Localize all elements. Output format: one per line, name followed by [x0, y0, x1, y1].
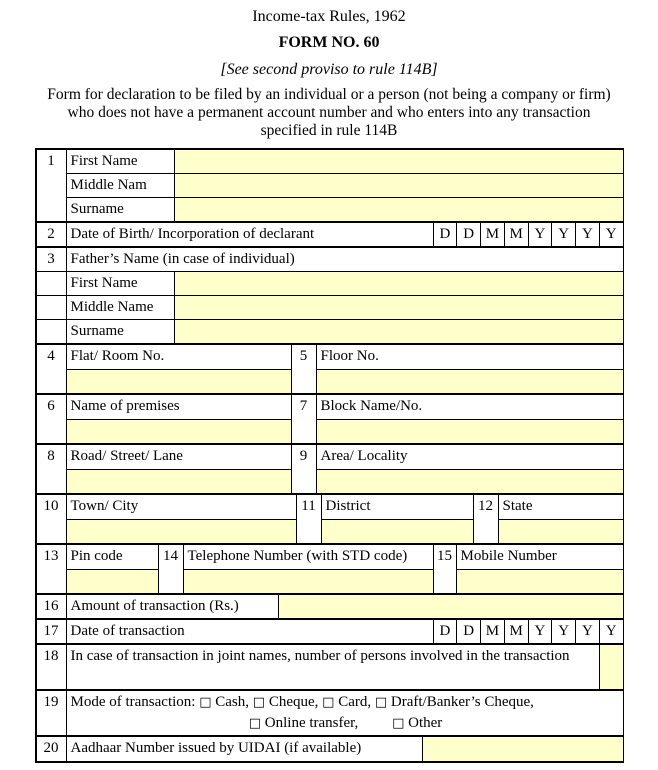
amount-field[interactable]: [278, 595, 623, 619]
middle-name-label: Middle Nam: [66, 174, 174, 198]
transaction-date-label: Date of transaction: [66, 620, 433, 644]
father-middle-name-field[interactable]: [174, 296, 623, 320]
item-16-number: 16: [36, 595, 66, 619]
section-father-name: [36, 247, 624, 344]
item-3-number-spacer: [36, 320, 66, 344]
option-card-label: Card,: [338, 694, 372, 710]
item-6-number: 6: [36, 395, 66, 444]
section-town-district-state: [36, 494, 624, 544]
flat-room-field[interactable]: [66, 370, 291, 394]
transaction-date-box[interactable]: M: [481, 620, 505, 644]
dob-date-box[interactable]: Y: [576, 223, 600, 247]
checkbox-icon[interactable]: □: [248, 716, 262, 731]
checkbox-icon[interactable]: □: [199, 695, 212, 710]
option-online-transfer-label: Online transfer,: [264, 715, 359, 731]
section-dob: [36, 222, 624, 247]
transaction-date-box[interactable]: Y: [576, 620, 600, 644]
pincode-field[interactable]: [66, 570, 158, 594]
pincode-label: Pin code: [66, 545, 158, 570]
section-pin-phone-mobile: [36, 544, 624, 594]
option-cheque: [253, 694, 319, 710]
section-aadhaar: [36, 736, 624, 762]
area-label: Area/ Locality: [316, 445, 623, 470]
item-1-number: 1: [36, 150, 66, 222]
option-cheque-label: Cheque,: [268, 694, 319, 710]
town-label: Town/ City: [66, 495, 296, 520]
first-name-label: First Name: [66, 150, 174, 174]
father-middle-name-label: Middle Name: [66, 296, 174, 320]
mode-of-transaction-cell: [66, 691, 623, 736]
dob-label: Date of Birth/ Incorporation of declarant: [66, 223, 433, 247]
form-header: [0, 0, 658, 140]
transaction-date-box[interactable]: D: [433, 620, 457, 644]
item-8-number: 8: [36, 445, 66, 494]
item-3-number-spacer: [36, 296, 66, 320]
dob-date-box[interactable]: M: [504, 223, 528, 247]
flat-room-label: Flat/ Room No.: [66, 345, 291, 370]
form-60-table: [35, 148, 624, 763]
dob-date-box[interactable]: Y: [552, 223, 576, 247]
option-other-label: Other: [408, 715, 443, 731]
section-mode-of-transaction: [36, 690, 624, 736]
section-name: [36, 149, 624, 222]
item-20-number: 20: [36, 737, 66, 762]
district-label: District: [321, 495, 473, 520]
checkbox-icon[interactable]: □: [322, 695, 335, 710]
option-cash: [199, 694, 249, 710]
transaction-date-box[interactable]: Y: [599, 620, 623, 644]
transaction-date-box[interactable]: D: [457, 620, 481, 644]
surname-field[interactable]: [174, 198, 623, 222]
transaction-date-box[interactable]: Y: [528, 620, 552, 644]
item-17-number: 17: [36, 620, 66, 644]
item-7-number: 7: [291, 395, 316, 444]
amount-label: Amount of transaction (Rs.): [66, 595, 278, 619]
father-first-name-field[interactable]: [174, 272, 623, 296]
father-first-name-label: First Name: [66, 272, 174, 296]
option-online-transfer: [249, 715, 359, 731]
option-other: [392, 715, 442, 731]
father-surname-label: Surname: [66, 320, 174, 344]
section-joint-names: [36, 644, 624, 690]
transaction-date-box[interactable]: M: [504, 620, 528, 644]
premises-field[interactable]: [66, 420, 291, 444]
proviso-note: [See second proviso to rule 114B]: [220, 61, 438, 78]
form-number: FORM NO. 60: [278, 34, 380, 51]
floor-label: Floor No.: [316, 345, 623, 370]
item-15-number: 15: [433, 545, 456, 594]
option-draft: [375, 694, 534, 710]
aadhaar-label: Aadhaar Number issued by UIDAI (if available): [66, 737, 422, 762]
joint-names-label: In case of transaction in joint names, number of persons involved in the transaction: [66, 645, 599, 690]
road-label: Road/ Street/ Lane: [66, 445, 291, 470]
town-field[interactable]: [66, 520, 296, 544]
dob-date-box[interactable]: Y: [528, 223, 552, 247]
state-label: State: [498, 495, 623, 520]
road-field[interactable]: [66, 470, 291, 494]
option-cash-label: Cash,: [215, 694, 250, 710]
floor-field[interactable]: [316, 370, 623, 394]
section-flat-floor: [36, 344, 624, 394]
dob-date-box[interactable]: D: [433, 223, 457, 247]
item-19-number: 19: [36, 691, 66, 736]
checkbox-icon[interactable]: □: [392, 716, 405, 731]
persons-count-field[interactable]: [599, 645, 623, 690]
area-field[interactable]: [316, 470, 623, 494]
block-label: Block Name/No.: [316, 395, 623, 420]
dob-date-box[interactable]: D: [457, 223, 481, 247]
section-premises-block: [36, 394, 624, 444]
item-2-number: 2: [36, 223, 66, 247]
option-draft-label: Draft/Banker’s Cheque,: [390, 694, 534, 710]
telephone-label: Telephone Number (with STD code): [183, 545, 433, 570]
item-3-number: 3: [36, 248, 66, 272]
block-field[interactable]: [316, 420, 623, 444]
mobile-label: Mobile Number: [456, 545, 623, 570]
item-4-number: 4: [36, 345, 66, 394]
section-road-area: [36, 444, 624, 494]
surname-label: Surname: [66, 198, 174, 222]
mode-label: Mode of transaction:: [70, 694, 196, 710]
aadhaar-field[interactable]: [422, 737, 623, 762]
mode-options-line2: [71, 713, 621, 734]
premises-label: Name of premises: [66, 395, 291, 420]
item-3-number-spacer: [36, 272, 66, 296]
dob-date-box[interactable]: Y: [599, 223, 623, 247]
item-10-number: 10: [36, 495, 66, 544]
option-card: [322, 694, 371, 710]
item-9-number: 9: [291, 445, 316, 494]
mode-options-line1: [71, 692, 621, 713]
rules-title: Income-tax Rules, 1962: [252, 8, 406, 25]
dob-date-box[interactable]: M: [481, 223, 505, 247]
item-14-number: 14: [158, 545, 183, 594]
state-field[interactable]: [498, 520, 623, 544]
father-name-label: Father’s Name (in case of individual): [66, 248, 623, 272]
telephone-field[interactable]: [183, 570, 433, 594]
item-13-number: 13: [36, 545, 66, 594]
section-amount: [36, 594, 624, 619]
section-transaction-date: [36, 619, 624, 644]
item-11-number: 11: [296, 495, 321, 544]
middle-name-field[interactable]: [174, 174, 623, 198]
form-description: Form for declaration to be filed by an individual or a person (not being a company or firm) who does not have a permanent account number and who enters into any transaction specified in rule 114B: [47, 86, 611, 139]
item-5-number: 5: [291, 345, 316, 394]
checkbox-icon[interactable]: □: [374, 695, 388, 710]
item-18-number: 18: [36, 645, 66, 690]
checkbox-icon[interactable]: □: [252, 695, 266, 710]
item-12-number: 12: [473, 495, 498, 544]
father-surname-field[interactable]: [174, 320, 623, 344]
district-field[interactable]: [321, 520, 473, 544]
transaction-date-box[interactable]: Y: [552, 620, 576, 644]
mobile-field[interactable]: [456, 570, 623, 594]
first-name-field[interactable]: [174, 150, 623, 174]
